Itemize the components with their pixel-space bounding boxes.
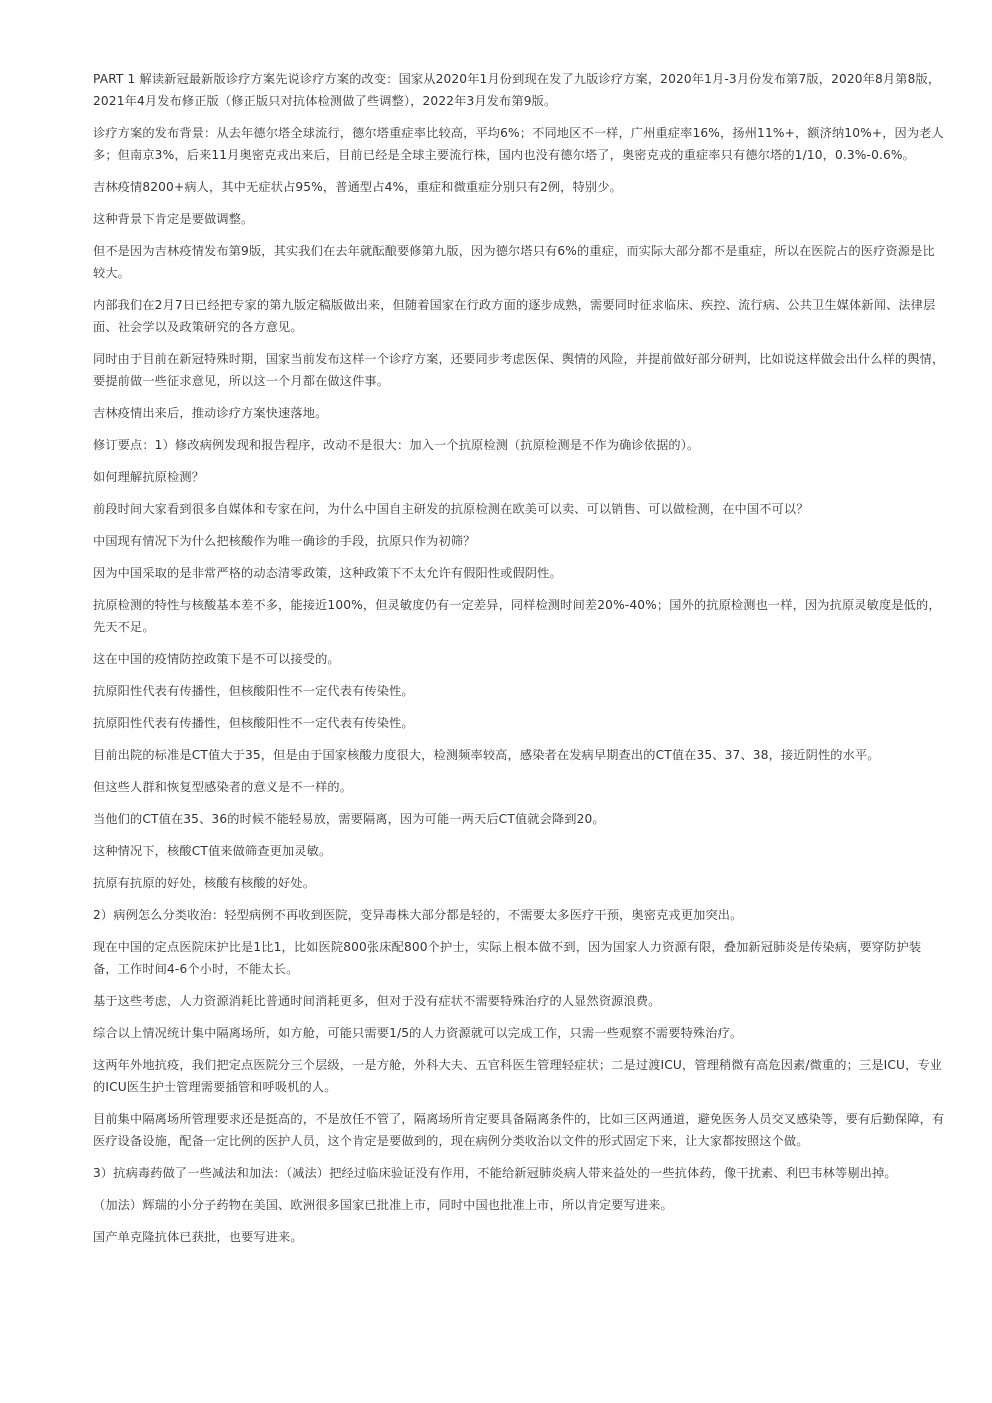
paragraph-antigen-abroad: 前段时间大家看到很多自媒体和专家在问，为什么中国自主研发的抗原检测在欧美可以卖、可以销售、可以做检测，在中国不可以？ [93,502,809,516]
paragraph-nucleic-only: 中国现有情况下为什么把核酸作为唯一确诊的手段，抗原只作为初筛？ [93,534,476,548]
paragraph-resource-waste: 基于这些考虑，人力资源消耗比普通时间消耗更多，但对于没有症状不需要特殊治疗的人显然资源浪费。 [93,994,661,1008]
paragraph-part1-intro: PART 1 解读新冠最新版诊疗方案先说诊疗方案的改变：国家从2020年1月份到现在发了九版诊疗方案，2020年1月-3月份发布第7版，2020年8月第8版，2021年4月发布修正版（修正版只对抗体检测做了些调整），2022年3月发布第9版。 [93,72,941,108]
paragraph-three-levels: 这两年外地抗疫，我们把定点医院分三个层级，一是方舱，外科大夫、五官科医生管理轻症状；二是过渡ICU，管理稍微有高危因素/微重的；三是ICU，专业的ICU医生护士管理需要插管和呼吸机的人。 [93,1058,943,1094]
paragraph-both-benefits: 抗原有抗原的好处，核酸有核酸的好处。 [93,876,316,890]
paragraph-pfizer-drug: （加法）辉瑞的小分子药物在美国、欧洲很多国家已批准上市，同时中国也批准上市，所以肯定要写进来。 [93,1198,673,1212]
paragraph-jilin-push: 吉林疫情出来后，推动诊疗方案快速落地。 [93,406,328,420]
paragraph-revision-point-2: 2）病例怎么分类收治：轻型病例不再收到医院，变异毒株大部分都是轻的，不需要太多医疗干预，奥密克戎更加突出。 [93,908,743,922]
paragraph-antigen-positive-2: 抗原阳性代表有传播性，但核酸阳性不一定代表有传染性。 [93,716,414,730]
paragraph-bed-nurse-ratio: 现在中国的定点医院床护比是1比1，比如医院800张床配800个护士，实际上根本做不到，因为国家人力资源有限，叠加新冠肺炎是传染病，要穿防护装备，工作时间4-6个小时，不能太长。 [93,940,922,976]
paragraph-domestic-antibody: 国产单克隆抗体已获批，也要写进来。 [93,1230,303,1244]
paragraph-fangcang: 综合以上情况统计集中隔离场所，如方舱，可能只需要1/5的人力资源就可以完成工作，只需一些观察不需要特殊治疗。 [93,1026,743,1040]
paragraph-ct-sensitive: 这种情况下，核酸CT值来做筛查更加灵敏。 [93,844,332,858]
paragraph-revision-point-1: 修订要点：1）修改病例发现和报告程序，改动不是很大：加入一个抗原检测（抗原检测是不作为确诊依据的）。 [93,438,700,452]
paragraph-internal-draft: 内部我们在2月7日已经把专家的第九版定稿版做出来，但随着国家在行政方面的逐步成熟，需要同时征求临床、疾控、流行病、公共卫生媒体新闻、法律层面、社会学以及政策研究的各方意见。 [93,298,936,334]
paragraph-revision-point-3: 3）抗病毒药做了一些减法和加法：（减法）把经过临床验证没有作用，不能给新冠肺炎病人带来益处的一些抗体药，像干扰素、利巴韦林等剔出掉。 [93,1166,897,1180]
paragraph-release-background: 诊疗方案的发布背景：从去年德尔塔全球流行，德尔塔重症率比较高，平均6%；不同地区不一样，广州重症率16%，扬州11%+，额济纳10%+，因为老人多；但南京3%，后来11月奥密克戎出来后，目前已经是全球主要流行株，国内也没有德尔塔了，奥密克戎的重症率只有德尔塔的1/10，0.3%-0.6%。 [93,126,944,162]
paragraph-isolation-requirements: 目前集中隔离场所管理要求还是挺高的，不是放任不管了，隔离场所肯定要具备隔离条件的，比如三区两通道，避免医务人员交叉感染等，要有后勤保障，有医疗设备设施，配备一定比例的医护人员，这个肯定是要做到的，现在病例分类收治以文件的形式固定下来，让大家都按照这个做。 [93,1112,945,1148]
paragraph-antigen-question: 如何理解抗原检测？ [93,470,205,484]
paragraph-discharge-standard: 目前出院的标准是CT值大于35，但是由于国家核酸力度很大，检测频率较高，感染者在发病早期查出的CT值在35、37、38，接近阴性的水平。 [93,748,880,762]
paragraph-ninth-edition-reason: 但不是因为吉林疫情发布第9版，其实我们在去年就酝酿要修第九版，因为德尔塔只有6%的重症，而实际大部分都不是重症，所以在医院占的医疗资源是比较大。 [93,244,935,280]
paragraph-ct-isolation: 当他们的CT值在35、36的时候不能轻易放，需要隔离，因为可能一两天后CT值就会降到20。 [93,812,605,826]
paragraph-adjustment: 这种背景下肯定是要做调整。 [93,212,254,226]
paragraph-jilin-stats: 吉林疫情8200+病人，其中无症状占95%，普通型占4%，重症和微重症分别只有2例，特别少。 [93,180,622,194]
paragraph-special-period: 同时由于目前在新冠特殊时期，国家当前发布这样一个诊疗方案，还要同步考虑医保、舆情的风险，并提前做好部分研判，比如说这样做会出什么样的舆情，要提前做一些征求意见，所以这一个月都在做这件事。 [93,352,945,388]
document-body [93,68,945,1258]
paragraph-antigen-positive-1: 抗原阳性代表有传播性，但核酸阳性不一定代表有传染性。 [93,684,414,698]
paragraph-antigen-sensitivity: 抗原检测的特性与核酸基本差不多，能接近100%，但灵敏度仍有一定差异，同样检测时间差20%-40%；国外的抗原检测也一样，因为抗原灵敏度是低的，先天不足。 [93,598,941,634]
paragraph-zero-policy: 因为中国采取的是非常严格的动态清零政策，这种政策下不太允许有假阳性或假阴性。 [93,566,562,580]
paragraph-not-acceptable: 这在中国的疫情防控政策下是不可以接受的。 [93,652,340,666]
paragraph-recovery-infected: 但这些人群和恢复型感染者的意义是不一样的。 [93,780,353,794]
